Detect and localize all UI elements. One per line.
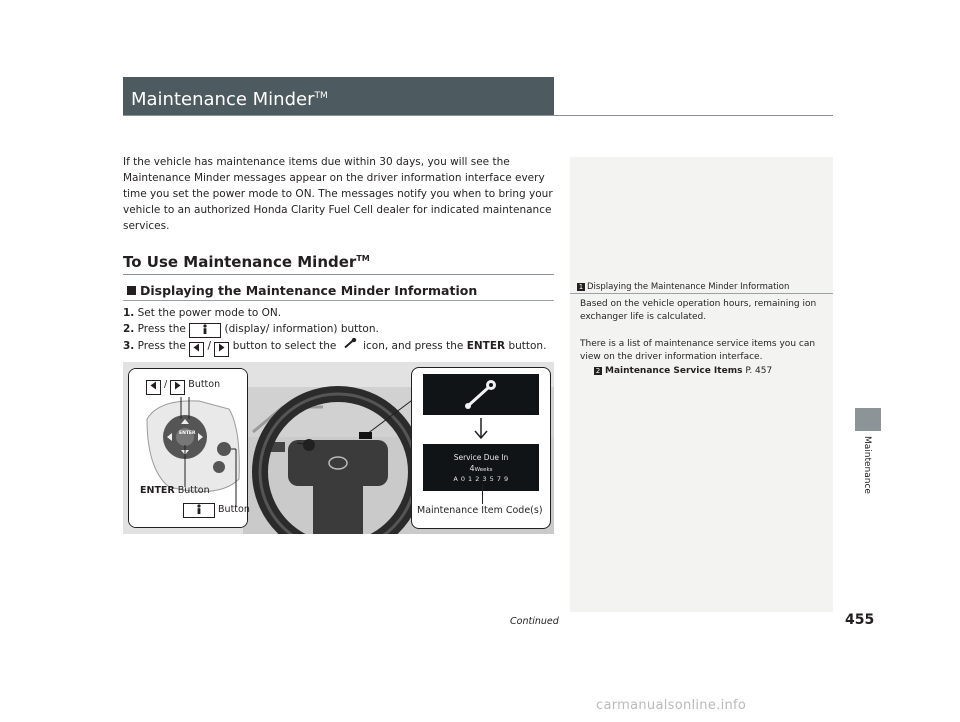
step-1: 1. Set the power mode to ON. [123,307,282,319]
bullet-square-icon [127,286,136,295]
wrench-screen [423,374,539,415]
steering-wheel-figure [123,362,554,534]
info-button-label: Button [183,503,250,518]
screen-codes: A 0 1 2 3 5 7 9 [453,475,509,483]
pad-enter-text: ENTER [179,431,196,436]
fig-info-icon [183,503,215,518]
watermark: carmanualsonline.info [596,698,747,713]
intro-paragraph: If the vehicle has maintenance items due within 30 days, you will see the Maintenance Minder messages appear on the driver information interface every time you set the power mode to ON. The messages notify you when to bring your vehicle to an authorized Honda Clarity Fuel Cell dealer for indicated maintenance services. [123,156,553,232]
left-arrow-icon [189,342,204,357]
subsection-heading: Displaying the Maintenance Minder Information [127,283,477,298]
down-arrow-icon [473,418,489,444]
wrench-icon [340,338,360,354]
section-tab [855,408,881,431]
fig-left-arrow-icon [146,380,161,395]
sidebar-heading: 1 Displaying the Maintenance Minder Information [578,282,790,292]
fig-right-arrow-icon [170,380,185,395]
sidebar-rule [570,293,833,294]
enter-button-label: ENTER Button [140,485,210,496]
section-heading: To Use Maintenance Minder™ [123,253,370,271]
page-number: 455 [845,612,875,628]
subsection-rule [123,300,554,301]
title-rule [123,115,833,116]
page-title: Maintenance Minder™ [131,89,328,110]
sidebar-xref[interactable]: 2 Maintenance Service Items P. 457 [595,366,773,376]
service-due-screen [423,444,539,491]
right-arrow-icon [214,342,229,357]
screen-wrench-icon [423,374,539,415]
step-2: 2. Press the (display/ information) button. [123,322,379,338]
xref-arrow-icon: 2 [595,367,601,375]
arrows-button-label: / Button [146,379,220,395]
info-button-icon [189,323,221,338]
display-callout [411,367,551,529]
step-3: 3. Press the / button to select the icon, and press the ENTER button. [123,338,546,357]
sidebar-para-2: There is a list of maintenance service items you can view on the driver information interface. [580,339,816,362]
continued-note: Continued [510,616,559,627]
screen-due-value: 4Weeks [469,464,493,473]
codes-label: Maintenance Item Code(s) [417,505,543,516]
screen-title: Service Due In [453,453,509,462]
control-pad-callout [128,368,248,528]
section-tab-label: Maintenance [862,436,872,494]
sidebar-panel [570,157,833,612]
codes-leader-line [482,484,483,504]
sidebar-para-1: Based on the vehicle operation hours, remaining ion exchanger life is calculated. [580,299,817,322]
note-icon: 1 [578,283,584,291]
section-rule [123,274,554,275]
